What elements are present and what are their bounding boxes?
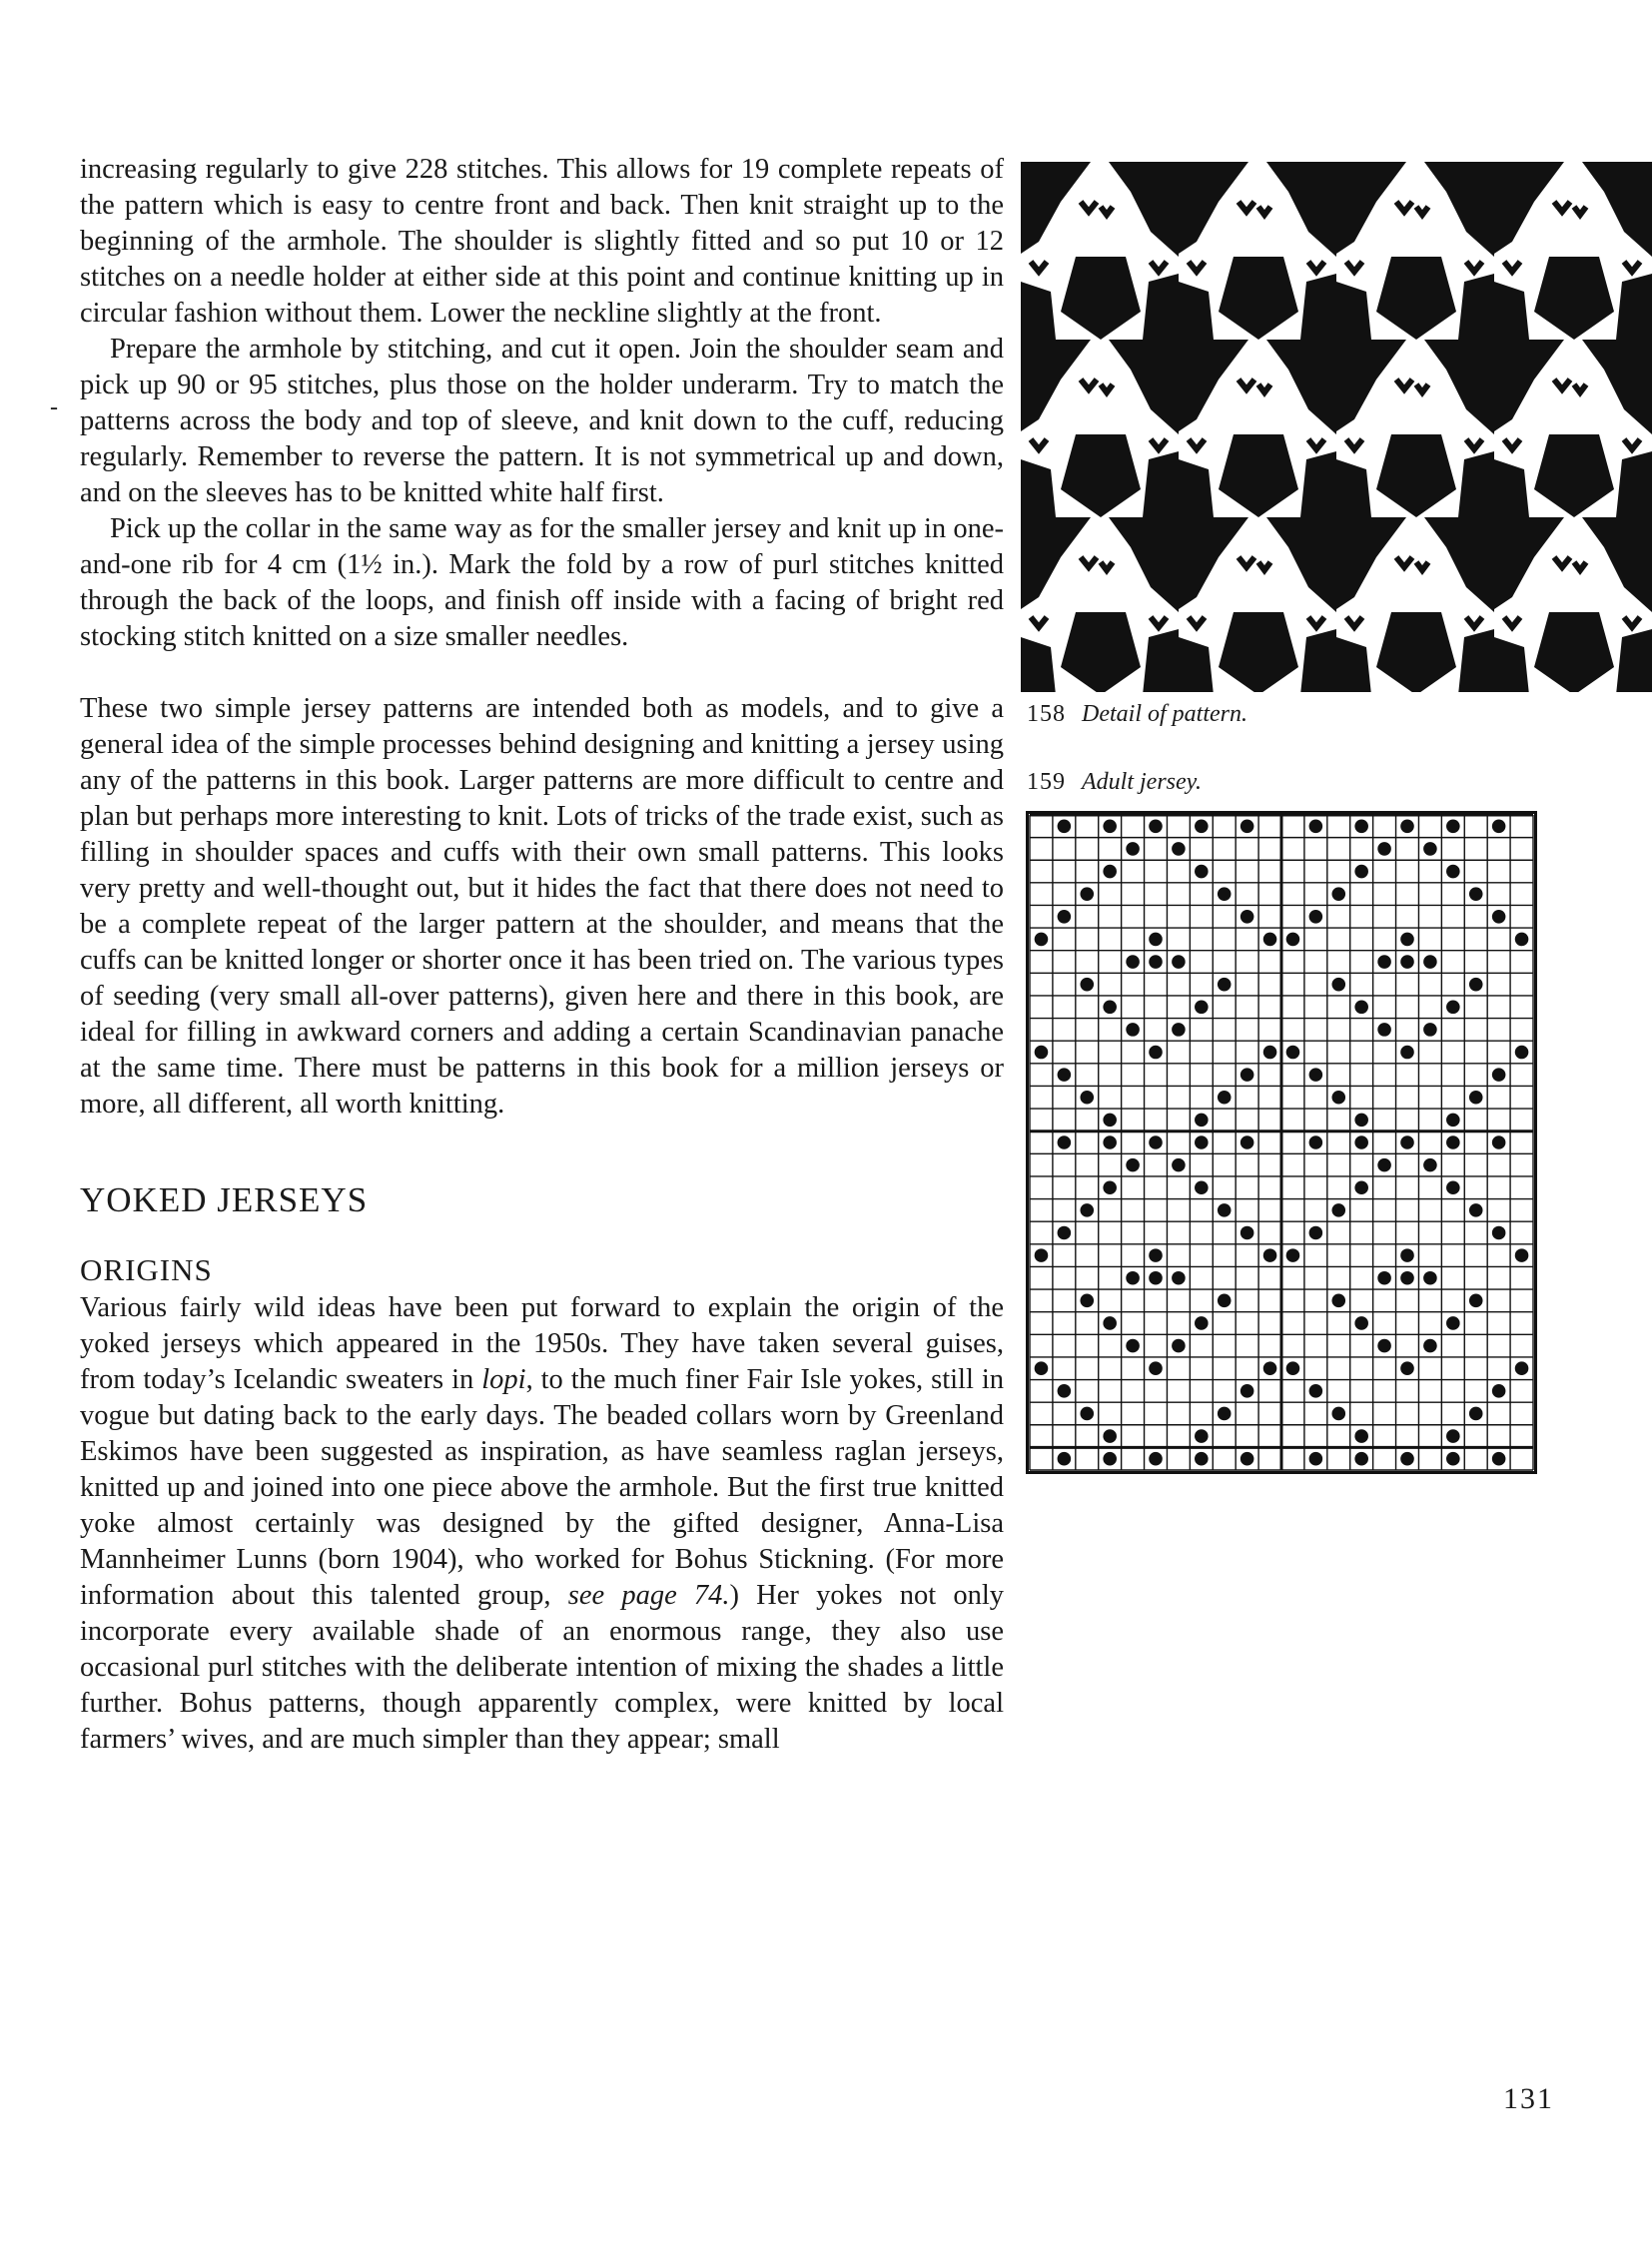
caption-158 [1027,701,1247,728]
origins-text-2: , to the much finer Fair Isle yokes, still in vogue but dating back to the early days. The beaded collars worn by Greenland Eskimos have been suggested as inspiration, as have seamless raglan jerseys, knitted up and joined into one piece above the armhole. But the first true knitted yoke almost certainly was designed by the gifted designer, Anna-Lisa Mannheimer Lunns (born 1904), who worked for Bohus Stickning. (For more information about this talented group, [80,1364,1004,1611]
paragraph-2: Prepare the armhole by stitching, and cut it open. Join the shoulder seam and pick up 90 or 95 stitches, plus those on the holder underarm. Try to match the patterns across the body and top of sleeve, and knit down to the cuff, reducing regularly. Remember to reverse the pattern. It is not symmetrical up and down, and on the sleeves has to be knitted white half first. [80,334,1004,508]
figure-number-158: 158 [1027,701,1066,727]
figure-caption-159: Adult jersey. [1082,769,1202,795]
origins-see-page: see page 74. [567,1580,730,1611]
figure-number-159: 159 [1027,769,1066,795]
pattern-detail-photo [1021,162,1652,692]
paragraph-3: Pick up the collar in the same way as for the smaller jersey and knit up in one-and-one rib for 4 cm (1½ in.). Mark the fold by a row of purl stitches knitted through the back of the loops, and finish off inside with a facing of bright red stocking stitch knitted on a size smaller needles. [80,513,1004,652]
section-title: YOKED JERSEYS [80,1180,369,1219]
origins-lopi: lopi [481,1364,526,1395]
caption-159 [1027,769,1202,796]
figure-caption-158: Detail of pattern. [1082,701,1247,727]
knitting-chart [1026,811,1537,1474]
paragraph-4: These two simple jersey patterns are intended both as models, and to give a general idea of the simple processes behind designing and knitting a jersey using any of the patterns in this book. Larger patterns are more difficult to centre and plan but perhaps more interesting to knit. Lots of tricks of the trade exist, such as filling in shoulder spaces and cuffs with their own small patterns. This looks very pretty and well-thought out, but it hides the fact that there does not need to be a complete repeat of the larger pattern at the shoulder, and means that the cuffs can be knitted longer or shorter once it has been tried on. The various types of seeding (very small all-over patterns), given here and there in this book, are ideal for filling in awkward corners and adding a certain Scandinavian panache at the same time. There must be patterns in this book for a million jerseys or more, all different, all worth knitting. [80,693,1004,1120]
origins-text-3: ) Her yokes not only incorporate every available shade of an enormous range, they also use occasional purl stitches with the deliberate intention of mixing the shades a little further. Bohus patterns, though apparently complex, were knitted by local farmers’ wives, and are much simpler than they appear; small [80,1580,1004,1755]
subsection-title: ORIGINS [80,1252,213,1287]
text-column [80,152,1004,1758]
origins-paragraph [80,1290,1004,1758]
margin-mark: - [50,394,58,420]
page-number: 131 [1503,2082,1554,2115]
origins-text-1: Various fairly wild ideas have been put forward to explain the origin of the yoked jerseys which appeared in the 1950s. They have taken several guises, from today’s Icelandic sweaters in [80,1292,1004,1395]
paragraph-1: increasing regularly to give 228 stitches. This allows for 19 complete repeats of the pattern which is easy to centre front and back. Then knit straight up to the beginning of the armhole. The shoulder is slightly fitted and so put 10 or 12 stitches on a needle holder at either side at this point and continue knitting up in circular fashion without them. Lower the neckline slightly at the front. [80,154,1004,329]
